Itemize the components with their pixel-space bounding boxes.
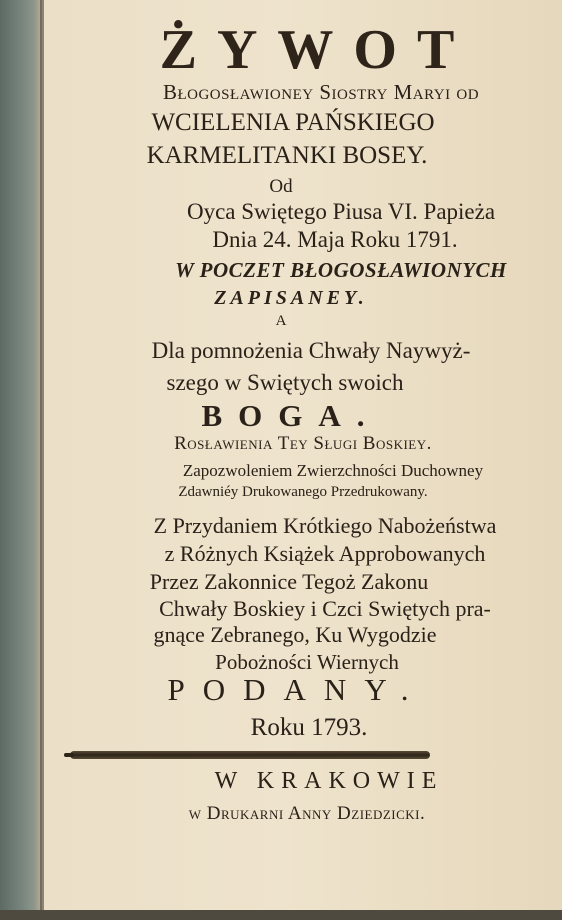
text-permission: Zapozwoleniem Zwierzchności Duchowney [182, 461, 484, 480]
text-printer: w Drukarni Anny Dziedzicki. [188, 803, 426, 824]
text-pope: Oyca Swiętego Piusa VI. Papieża [186, 199, 496, 224]
text-given: PODANY. [167, 672, 427, 707]
subtitle-order: KARMELITANKI BOSEY. [146, 142, 428, 169]
text-god: BOGA. [201, 398, 381, 433]
text-year: Roku 1793. [250, 714, 368, 741]
text-devotion-6: Pobożności Wiernych [215, 650, 399, 674]
text-date: Dnia 24. Maja Roku 1791. [212, 227, 458, 252]
subtitle-blessed: Błogosławioney Siostry Maryi od [162, 80, 480, 104]
text-place: W KRAKOWIE [214, 768, 444, 794]
text-beatified-2: ZAPISANEY. [214, 287, 368, 309]
text-devotion-1: Z Przydaniem Krótkiego Nabożeństwa [153, 513, 497, 538]
text-from: Od [269, 176, 293, 197]
text-devotion-3: Przez Zakonnice Tegoż Zakonu [149, 569, 429, 594]
text-devotion-4: Chwały Boskiey i Czci Swiętych pra- [159, 596, 491, 621]
text-reprint: Zdawniéy Drukowanego Przedrukowany. [178, 484, 428, 500]
text-servant: Rosławienia Tey Sługi Boskiey. [174, 433, 432, 454]
text-glory-1: Dla pomnożenia Chwały Naywyż- [151, 338, 471, 363]
main-title: ŻYWOT [159, 19, 475, 81]
subtitle-incarnation: WCIELENIA PAŃSKIEGO [151, 109, 435, 136]
text-glory-2: szego w Swiętych swoich [166, 370, 404, 395]
text-devotion-5: gnące Zebranego, Ku Wygodzie [153, 622, 437, 647]
ornamental-rule [70, 751, 430, 759]
text-devotion-2: z Różnych Książek Approbowanych [164, 541, 486, 566]
text-and: A [275, 313, 287, 329]
page-bottom-edge [0, 910, 562, 920]
text-beatified-1: W POCZET BŁOGOSŁAWIONYCH [175, 258, 507, 282]
